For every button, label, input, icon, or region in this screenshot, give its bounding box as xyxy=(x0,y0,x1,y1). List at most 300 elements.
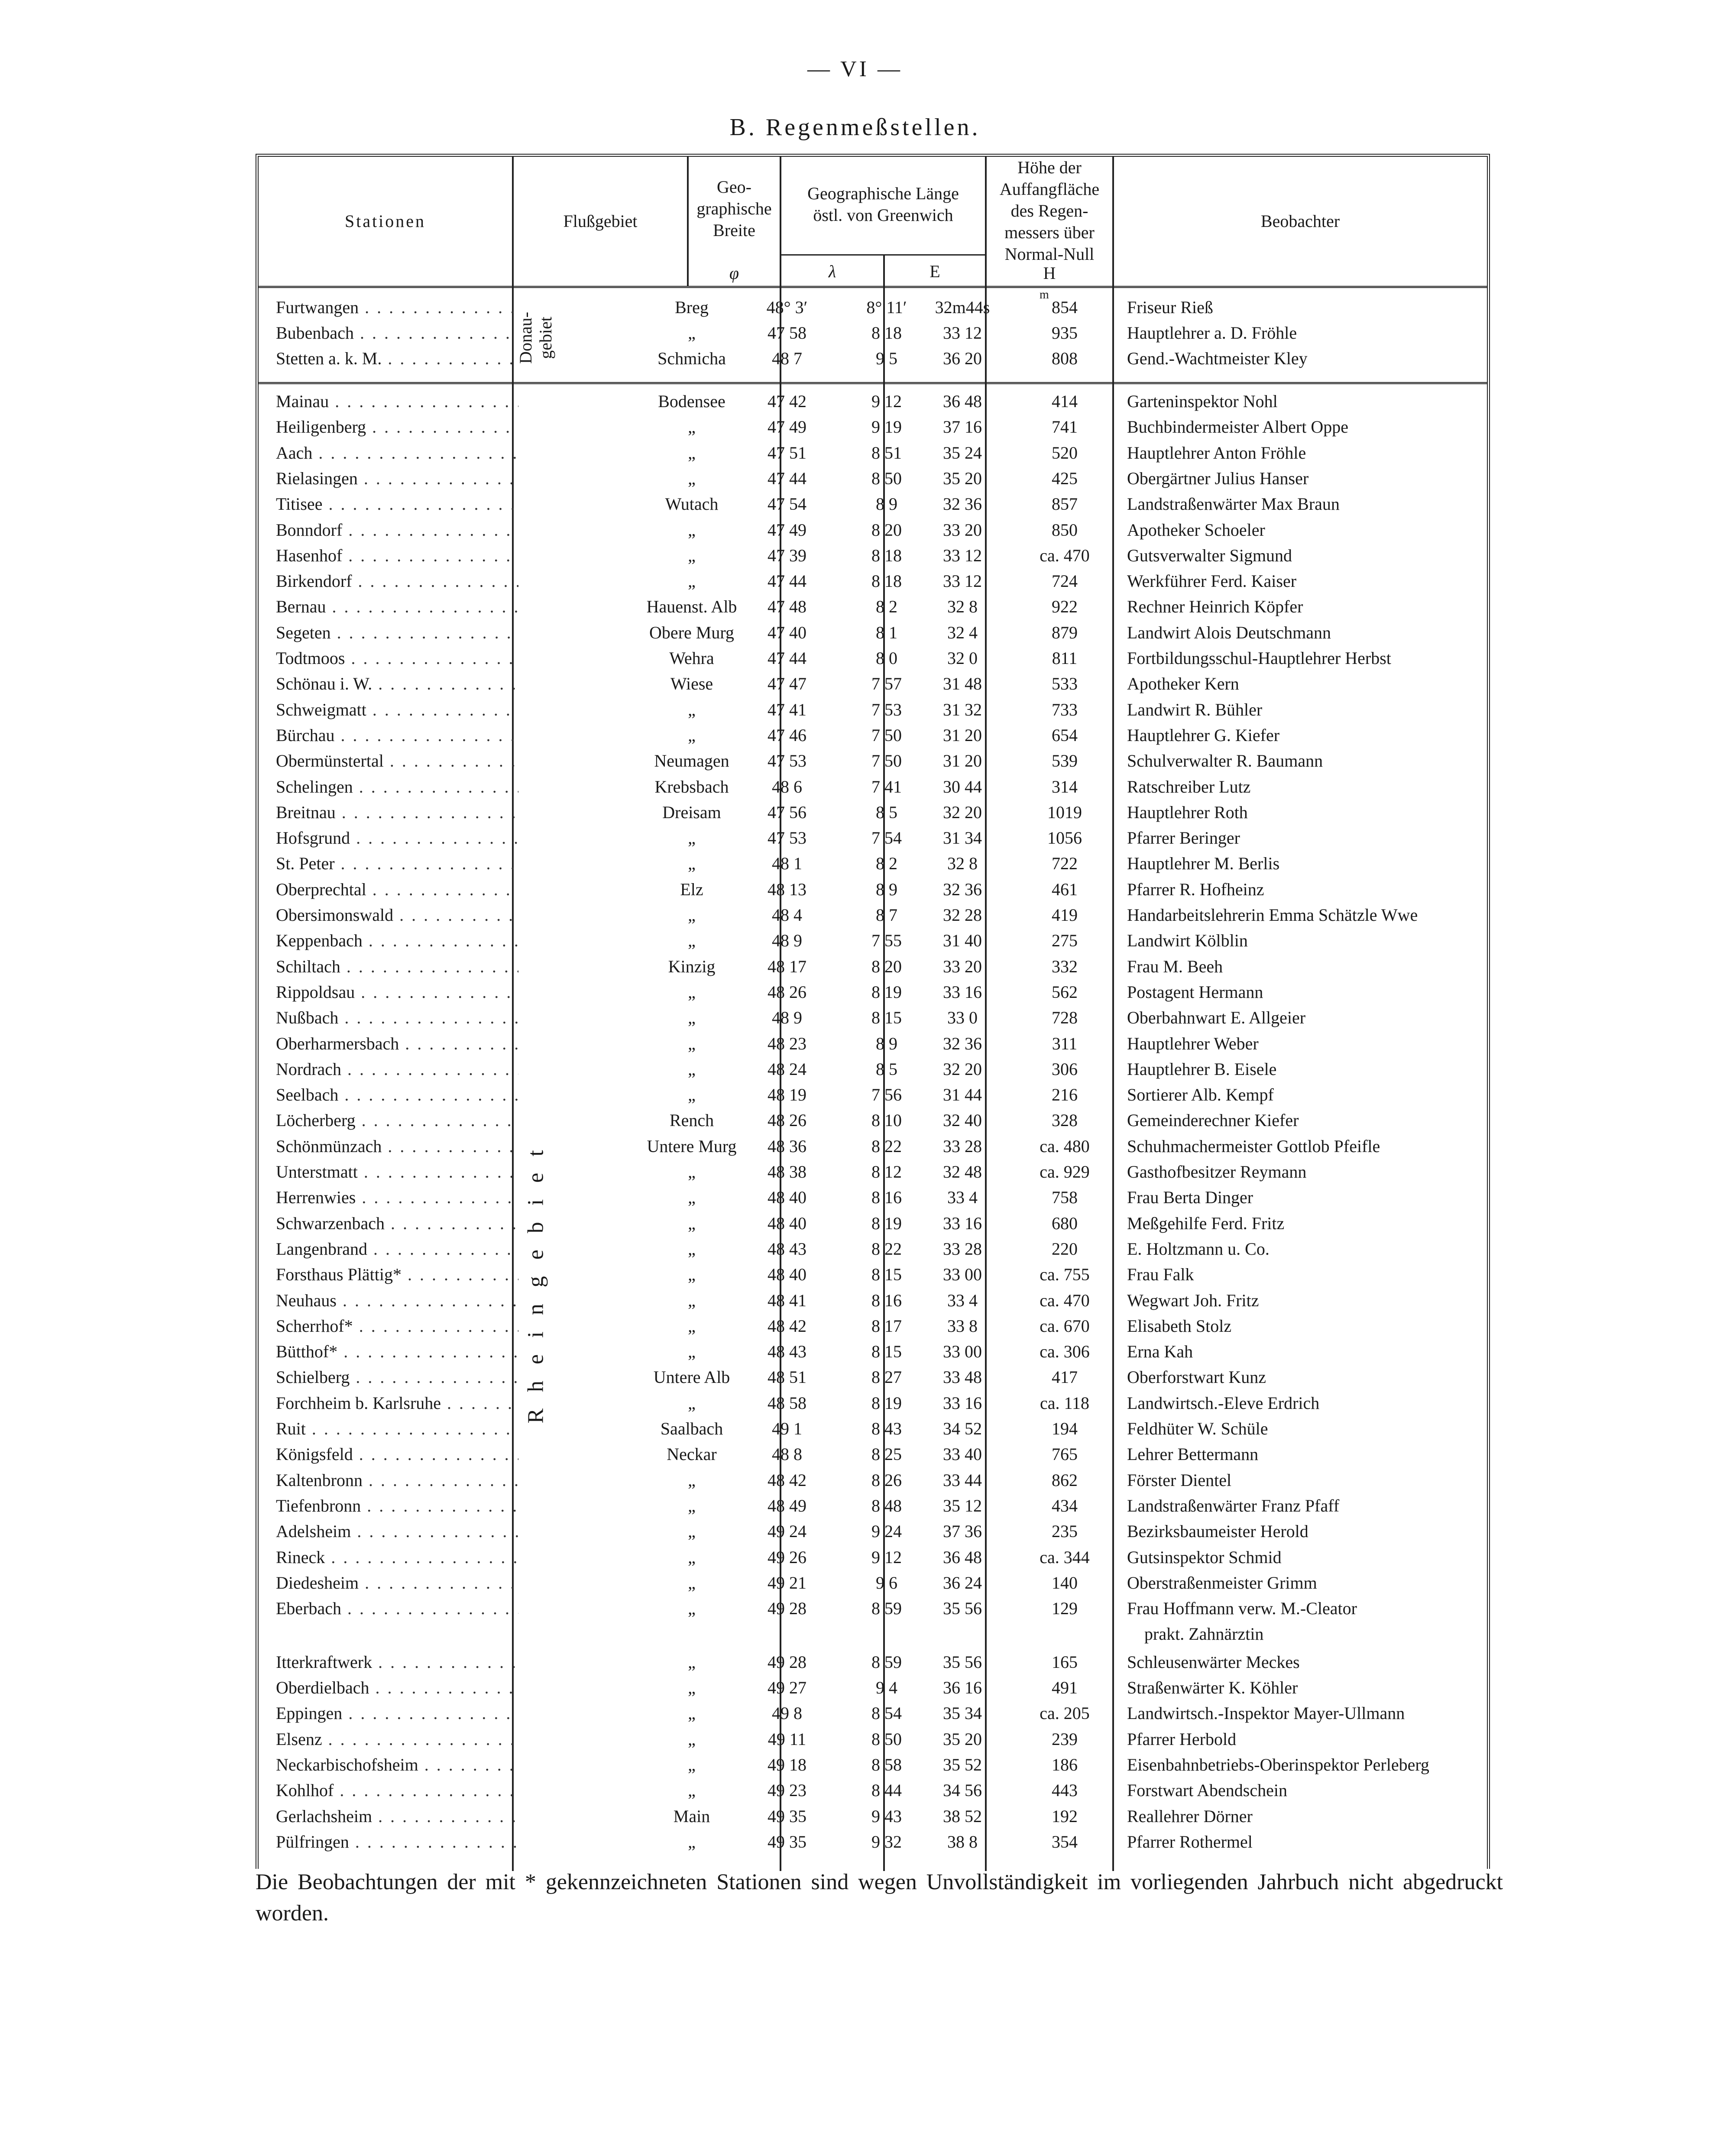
laenge-E-cell: 33 12 xyxy=(943,571,982,591)
station-cell: Diedesheim . . . xyxy=(276,1570,518,1596)
laenge-E-cell: 37 36 xyxy=(943,1522,982,1541)
breite-cell: 47 54 xyxy=(768,494,806,514)
breite-cell: 47 47 xyxy=(768,674,806,694)
laenge-E-cell: 35 20 xyxy=(943,468,982,488)
beobachter-cell: Hauptlehrer Roth xyxy=(1127,802,1248,822)
flussgebiet-cell: „ xyxy=(688,1729,696,1749)
hoehe-cell: ca. 929 xyxy=(1040,1162,1090,1182)
laenge-E-cell: 36 20 xyxy=(943,349,982,368)
table-row xyxy=(259,466,1487,491)
laenge-lambda-cell: 8 16 xyxy=(871,1188,902,1207)
section-title: B. Regenmeßstellen. xyxy=(729,114,981,141)
beobachter-cell: Meßgehilfe Ferd. Fritz xyxy=(1127,1213,1285,1233)
beobachter-cell: Oberforstwart Kunz xyxy=(1127,1367,1266,1387)
laenge-lambda-cell: 7 55 xyxy=(871,931,902,951)
station-cell: Schönau i. W. . . . xyxy=(276,671,518,696)
station-cell: Heiligenberg . . . xyxy=(276,414,518,440)
table-row xyxy=(259,1416,1487,1441)
hoehe-cell: 314 xyxy=(1052,777,1078,796)
hoehe-cell: 425 xyxy=(1052,468,1078,488)
table-row xyxy=(259,1518,1487,1544)
beobachter-cell: Forstwart Abendschein xyxy=(1127,1780,1287,1800)
breite-cell: 48 40 xyxy=(768,1213,806,1233)
laenge-lambda-cell: 8 5 xyxy=(876,802,897,822)
hoehe-cell: 186 xyxy=(1052,1755,1078,1774)
station-cell: Breitnau . . . xyxy=(276,800,518,825)
laenge-E-cell: 35 56 xyxy=(943,1599,982,1619)
flussgebiet-cell: „ xyxy=(688,1652,696,1672)
breite-cell: 47 39 xyxy=(768,545,806,565)
breite-cell: 48 26 xyxy=(768,982,806,1002)
laenge-E-cell: 33 20 xyxy=(943,956,982,976)
laenge-lambda-cell: 8 0 xyxy=(876,648,897,668)
rhein-gebiet-label: Rheingebiet xyxy=(523,1133,548,1424)
breite-cell: 49 35 xyxy=(768,1832,806,1852)
hoehe-cell: 192 xyxy=(1052,1806,1078,1826)
table-row xyxy=(259,1596,1487,1644)
laenge-E-cell: 36 16 xyxy=(943,1678,982,1697)
breite-cell: 47 58 xyxy=(768,323,806,343)
breite-cell: 49 27 xyxy=(768,1678,806,1697)
flussgebiet-cell: „ xyxy=(688,417,696,437)
breite-cell: 47 44 xyxy=(768,468,806,488)
laenge-E-cell: 33 12 xyxy=(943,545,982,565)
flussgebiet-cell: „ xyxy=(688,905,696,925)
beobachter-cell: Straßenwärter K. Köhler xyxy=(1127,1678,1298,1697)
beobachter-cell: Hauptlehrer M. Berlis xyxy=(1127,854,1280,874)
hoehe-cell: 461 xyxy=(1052,879,1078,899)
flussgebiet-cell: „ xyxy=(688,699,696,719)
beobachter-cell: Garteninspektor Nohl xyxy=(1127,392,1278,411)
header-E: E xyxy=(929,262,940,281)
laenge-E-cell: 32 4 xyxy=(947,622,978,642)
laenge-E-cell: 35 24 xyxy=(943,443,982,463)
flussgebiet-cell: „ xyxy=(688,1059,696,1079)
laenge-lambda-cell: 8 5 xyxy=(876,1059,897,1079)
laenge-lambda-cell: 7 50 xyxy=(871,751,902,771)
hoehe-cell: 539 xyxy=(1052,751,1078,771)
station-cell: Herrenwies . . . xyxy=(276,1185,518,1210)
hoehe-cell: 165 xyxy=(1052,1652,1078,1672)
breite-cell: 49 26 xyxy=(768,1547,806,1567)
beobachter-cell: Ratschreiber Lutz xyxy=(1127,777,1251,796)
table-row xyxy=(259,594,1487,619)
laenge-lambda-cell: 7 56 xyxy=(871,1085,902,1105)
laenge-E-cell: 33 00 xyxy=(943,1265,982,1285)
station-cell: Gerlachsheim . . . xyxy=(276,1803,518,1829)
flussgebiet-cell: „ xyxy=(688,571,696,591)
station-cell: Oberdielbach . . . xyxy=(276,1675,518,1700)
laenge-lambda-cell: 9 12 xyxy=(871,1547,902,1567)
laenge-lambda-cell: 9 6 xyxy=(876,1573,897,1593)
hoehe-cell: 354 xyxy=(1052,1832,1078,1852)
hoehe-cell: 332 xyxy=(1052,956,1078,976)
breite-cell: 49 1 xyxy=(772,1419,802,1438)
laenge-E-cell: 33 4 xyxy=(947,1290,978,1310)
breite-cell: 48 40 xyxy=(768,1188,806,1207)
table-row xyxy=(259,1056,1487,1082)
laenge-E-cell: 32 0 xyxy=(947,648,978,668)
breite-cell: 48 41 xyxy=(768,1290,806,1310)
breite-cell: 48 23 xyxy=(768,1033,806,1053)
beobachter-cell: Gemeinderechner Kiefer xyxy=(1127,1110,1299,1130)
table-row xyxy=(259,1288,1487,1313)
laenge-lambda-cell: 7 57 xyxy=(871,674,902,694)
beobachter-cell: Landwirtsch.-Eleve Erdrich xyxy=(1127,1393,1320,1413)
flussgebiet-cell: „ xyxy=(688,1213,696,1233)
flussgebiet-cell: Krebsbach xyxy=(654,777,729,796)
flussgebiet-cell: „ xyxy=(688,1008,696,1028)
beobachter-cell: Landstraßenwärter Franz Pfaff xyxy=(1127,1496,1340,1515)
flussgebiet-cell: Wutach xyxy=(665,494,719,514)
breite-cell: 47 46 xyxy=(768,725,806,745)
laenge-E-cell: 33 40 xyxy=(943,1444,982,1464)
beobachter-cell: Landwirt R. Bühler xyxy=(1127,699,1263,719)
hoehe-cell: 758 xyxy=(1052,1188,1078,1207)
station-cell: Birkendorf . . . xyxy=(276,568,518,594)
flussgebiet-cell: „ xyxy=(688,1599,696,1619)
beobachter-cell: Frau Hoffmann verw. M.-Cleator xyxy=(1127,1599,1357,1619)
hoehe-cell: ca. 670 xyxy=(1040,1316,1090,1336)
header-breite: Geo- graphische Breite xyxy=(696,177,772,240)
laenge-lambda-cell: 9 12 xyxy=(871,392,902,411)
laenge-lambda-cell: 8 50 xyxy=(871,1729,902,1749)
table-row xyxy=(259,1675,1487,1700)
laenge-lambda-cell: 8 16 xyxy=(871,1290,902,1310)
laenge-lambda-cell: 8 1 xyxy=(876,622,897,642)
station-cell: Pülfringen . . . xyxy=(276,1829,518,1855)
hoehe-cell: 520 xyxy=(1052,443,1078,463)
beobachter-cell: Hauptlehrer Weber xyxy=(1127,1033,1259,1053)
flussgebiet-cell: „ xyxy=(688,1703,696,1723)
laenge-E-cell: 31 20 xyxy=(943,751,982,771)
hoehe-cell: 935 xyxy=(1052,323,1078,343)
flussgebiet-cell: Wiese xyxy=(670,674,713,694)
table-row xyxy=(259,1236,1487,1262)
table-row xyxy=(259,440,1487,466)
laenge-E-cell: 31 32 xyxy=(943,699,982,719)
laenge-lambda-cell: 8 15 xyxy=(871,1265,902,1285)
beobachter-cell: Friseur Rieß xyxy=(1127,298,1213,317)
flussgebiet-cell: „ xyxy=(688,468,696,488)
table-row xyxy=(259,1493,1487,1518)
header-hoehe: Höhe der Auffangfläche des Regen- messers über Normal-Null xyxy=(999,158,1100,264)
hoehe-cell: 443 xyxy=(1052,1780,1078,1800)
laenge-E-cell: 32 8 xyxy=(947,597,978,617)
laenge-E-cell: 32 28 xyxy=(943,905,982,925)
station-cell: Hofsgrund . . . xyxy=(276,825,518,851)
flussgebiet-cell: Neckar xyxy=(667,1444,717,1464)
beobachter-cell: Frau M. Beeh xyxy=(1127,956,1223,976)
breite-cell: 49 28 xyxy=(768,1652,806,1672)
laenge-E-cell: 33 4 xyxy=(947,1188,978,1207)
beobachter-cell: Förster Dientel xyxy=(1127,1470,1232,1490)
hoehe-cell: 922 xyxy=(1052,597,1078,617)
table-row xyxy=(259,954,1487,979)
breite-cell: 48 42 xyxy=(768,1316,806,1336)
hoehe-cell: 862 xyxy=(1052,1470,1078,1490)
beobachter-cell: Frau Falk xyxy=(1127,1265,1194,1285)
station-cell: Scherrhof* . . . xyxy=(276,1313,518,1339)
laenge-lambda-cell: 8 48 xyxy=(871,1496,902,1515)
beobachter-cell: Buchbindermeister Albert Oppe xyxy=(1127,417,1348,437)
beobachter-cell: Landwirt Kölblin xyxy=(1127,931,1248,951)
station-cell: Keppenbach . . . xyxy=(276,928,518,953)
breite-cell: 48 49 xyxy=(768,1496,806,1515)
hoehe-cell: 733 xyxy=(1052,699,1078,719)
station-cell: Bernau . . . xyxy=(276,594,518,619)
breite-cell: 48 43 xyxy=(768,1239,806,1259)
laenge-lambda-cell: 8 2 xyxy=(876,854,897,874)
laenge-E-cell: 33 16 xyxy=(943,1213,982,1233)
beobachter-cell: Gutsinspektor Schmid xyxy=(1127,1547,1282,1567)
station-cell: Ruit . . . xyxy=(276,1416,518,1441)
breite-cell: 48 6 xyxy=(772,777,802,796)
beobachter-cell: Wegwart Joh. Fritz xyxy=(1127,1290,1259,1310)
station-cell: Rineck . . . xyxy=(276,1544,518,1570)
station-cell: Eberbach . . . xyxy=(276,1596,518,1621)
laenge-E-cell: 31 48 xyxy=(943,674,982,694)
table-row xyxy=(259,722,1487,748)
laenge-E-cell: 34 52 xyxy=(943,1419,982,1438)
flussgebiet-cell: „ xyxy=(688,1755,696,1774)
station-cell: Langenbrand . . . xyxy=(276,1236,518,1262)
beobachter-cell: E. Holtzmann u. Co. xyxy=(1127,1239,1270,1259)
hoehe-cell: ca. 755 xyxy=(1040,1265,1090,1285)
hoehe-cell: 811 xyxy=(1052,648,1078,668)
beobachter-cell: Pfarrer Rothermel xyxy=(1127,1832,1253,1852)
breite-cell: 48 17 xyxy=(768,956,806,976)
table-row xyxy=(259,388,1487,414)
breite-cell: 48 7 xyxy=(772,349,802,368)
beobachter-cell: Gasthofbesitzer Reymann xyxy=(1127,1162,1307,1182)
table-row xyxy=(259,1467,1487,1493)
table-row xyxy=(259,1364,1487,1390)
laenge-lambda-cell: 8 58 xyxy=(871,1755,902,1774)
station-cell: Neuhaus . . . xyxy=(276,1288,518,1313)
breite-cell: 48 24 xyxy=(768,1059,806,1079)
table-row xyxy=(259,1570,1487,1596)
unit-meter: m xyxy=(1040,288,1049,301)
hoehe-cell: 419 xyxy=(1052,905,1078,925)
laenge-E-cell: 38 52 xyxy=(943,1806,982,1826)
flussgebiet-cell: Rench xyxy=(669,1110,714,1130)
breite-cell: 49 18 xyxy=(768,1755,806,1774)
beobachter-cell: Pfarrer R. Hofheinz xyxy=(1127,879,1264,899)
breite-cell: 48 1 xyxy=(772,854,802,874)
header-beobachter: Beobachter xyxy=(1260,211,1340,231)
beobachter-cell: Landwirt Alois Deutschmann xyxy=(1127,622,1331,642)
breite-cell: 48 40 xyxy=(768,1265,806,1285)
station-cell: Aach . . . xyxy=(276,440,518,466)
flussgebiet-cell: „ xyxy=(688,1316,696,1336)
hoehe-cell: 879 xyxy=(1052,622,1078,642)
header-lambda: λ xyxy=(828,262,836,281)
breite-cell: 48 8 xyxy=(772,1444,802,1464)
beobachter-cell: Handarbeitslehrerin Emma Schätzle Wwe xyxy=(1127,905,1418,925)
breite-cell: 49 21 xyxy=(768,1573,806,1593)
beobachter-cell: Werkführer Ferd. Kaiser xyxy=(1127,571,1297,591)
flussgebiet-cell: „ xyxy=(688,931,696,951)
beobachter-cell: Landstraßenwärter Max Braun xyxy=(1127,494,1340,514)
flussgebiet-cell: „ xyxy=(688,1162,696,1182)
laenge-lambda-cell: 8 20 xyxy=(871,520,902,540)
laenge-E-cell: 37 16 xyxy=(943,417,982,437)
station-cell: Seelbach . . . xyxy=(276,1082,518,1107)
hoehe-cell: ca. 306 xyxy=(1040,1342,1090,1362)
station-cell: Bürchau . . . xyxy=(276,722,518,748)
laenge-E-cell: 30 44 xyxy=(943,777,982,796)
flussgebiet-cell: „ xyxy=(688,1780,696,1800)
laenge-lambda-cell: 8 9 xyxy=(876,494,897,514)
station-cell: Schweigmatt . . . xyxy=(276,697,518,722)
breite-cell: 48 26 xyxy=(768,1110,806,1130)
flussgebiet-cell: Untere Alb xyxy=(653,1367,730,1387)
breite-cell: 48° 3′ xyxy=(766,298,808,317)
hoehe-cell: 417 xyxy=(1052,1367,1078,1387)
laenge-lambda-cell: 8° 11′ xyxy=(866,298,907,317)
beobachter-cell: Postagent Hermann xyxy=(1127,982,1263,1002)
flussgebiet-cell: „ xyxy=(688,1522,696,1541)
laenge-lambda-cell: 8 19 xyxy=(871,1213,902,1233)
table-row xyxy=(259,1107,1487,1133)
beobachter-cell: Reallehrer Dörner xyxy=(1127,1806,1253,1826)
beobachter-cell: Hauptlehrer a. D. Fröhle xyxy=(1127,323,1297,343)
laenge-lambda-cell: 8 27 xyxy=(871,1367,902,1387)
table-row xyxy=(259,414,1487,440)
hoehe-cell: 414 xyxy=(1052,392,1078,411)
laenge-E-cell: 32 36 xyxy=(943,1033,982,1053)
table-row xyxy=(259,1829,1487,1855)
laenge-lambda-cell: 9 43 xyxy=(871,1806,902,1826)
station-cell: Furtwangen . . . xyxy=(276,295,518,320)
flussgebiet-cell: „ xyxy=(688,1496,696,1515)
beobachter-cell: Rechner Heinrich Köpfer xyxy=(1127,597,1303,617)
flussgebiet-cell: „ xyxy=(688,1832,696,1852)
station-cell: Neckarbischofsheim . . . xyxy=(276,1752,518,1777)
breite-cell: 49 24 xyxy=(768,1522,806,1541)
station-cell: Schönmünzach . . . xyxy=(276,1133,518,1159)
breite-cell: 48 19 xyxy=(768,1085,806,1105)
station-cell: Obersimonswald . . . xyxy=(276,902,518,928)
laenge-E-cell: 38 8 xyxy=(947,1832,978,1852)
station-cell: Tiefenbronn . . . xyxy=(276,1493,518,1518)
laenge-E-cell: 35 56 xyxy=(943,1652,982,1672)
laenge-lambda-cell: 8 44 xyxy=(871,1780,902,1800)
breite-cell: 48 43 xyxy=(768,1342,806,1362)
table-row xyxy=(259,1441,1487,1467)
table-row xyxy=(259,697,1487,722)
station-cell: Titisee . . . xyxy=(276,491,518,517)
station-cell: Schielberg . . . xyxy=(276,1364,518,1390)
station-cell: Nordrach . . . xyxy=(276,1056,518,1082)
breite-cell: 49 8 xyxy=(772,1703,802,1723)
laenge-lambda-cell: 8 50 xyxy=(871,468,902,488)
laenge-E-cell: 33 8 xyxy=(947,1316,978,1336)
laenge-lambda-cell: 8 22 xyxy=(871,1239,902,1259)
breite-cell: 47 42 xyxy=(768,392,806,411)
flussgebiet-cell: „ xyxy=(688,1265,696,1285)
laenge-E-cell: 36 48 xyxy=(943,392,982,411)
breite-cell: 47 49 xyxy=(768,417,806,437)
laenge-lambda-cell: 7 53 xyxy=(871,699,902,719)
table-row xyxy=(259,1262,1487,1287)
station-cell: Bonndorf . . . xyxy=(276,517,518,543)
laenge-E-cell: 32 20 xyxy=(943,802,982,822)
beobachter-cell: Erna Kah xyxy=(1127,1342,1193,1362)
beobachter-cell: Feldhüter W. Schüle xyxy=(1127,1419,1268,1438)
laenge-lambda-cell: 8 18 xyxy=(871,323,902,343)
hoehe-cell: 239 xyxy=(1052,1729,1078,1749)
flussgebiet-cell: „ xyxy=(688,854,696,874)
table-row xyxy=(259,1777,1487,1803)
station-cell: Königsfeld . . . xyxy=(276,1441,518,1467)
station-cell: Kohlhof . . . xyxy=(276,1777,518,1803)
laenge-E-cell: 33 28 xyxy=(943,1239,982,1259)
laenge-E-cell: 32 40 xyxy=(943,1110,982,1130)
flussgebiet-cell: „ xyxy=(688,828,696,848)
station-cell: Bubenbach . . . xyxy=(276,320,518,346)
laenge-lambda-cell: 8 18 xyxy=(871,545,902,565)
table-row xyxy=(259,1803,1487,1829)
laenge-E-cell: 32 36 xyxy=(943,494,982,514)
laenge-lambda-cell: 8 9 xyxy=(876,879,897,899)
station-cell: Bütthof* . . . xyxy=(276,1339,518,1364)
station-cell: Stetten a. k. M. . . . xyxy=(276,346,518,371)
table-row xyxy=(259,774,1487,800)
hoehe-cell: ca. 470 xyxy=(1040,545,1090,565)
flussgebiet-cell: „ xyxy=(688,982,696,1002)
breite-cell: 48 9 xyxy=(772,1008,802,1028)
flussgebiet-cell: „ xyxy=(688,323,696,343)
hoehe-cell: 220 xyxy=(1052,1239,1078,1259)
beobachter-cell: Lehrer Bettermann xyxy=(1127,1444,1259,1464)
laenge-lambda-cell: 8 51 xyxy=(871,443,902,463)
station-cell: Schelingen . . . xyxy=(276,774,518,800)
laenge-E-cell: 31 20 xyxy=(943,725,982,745)
table-row xyxy=(259,1082,1487,1107)
breite-cell: 48 13 xyxy=(768,879,806,899)
hoehe-cell: 680 xyxy=(1052,1213,1078,1233)
flussgebiet-cell: „ xyxy=(688,1678,696,1697)
laenge-E-cell: 33 48 xyxy=(943,1367,982,1387)
laenge-lambda-cell: 8 7 xyxy=(876,905,897,925)
laenge-lambda-cell: 9 32 xyxy=(871,1832,902,1852)
hoehe-cell: 275 xyxy=(1052,931,1078,951)
station-cell: Oberprechtal . . . xyxy=(276,877,518,902)
laenge-E-cell: 35 20 xyxy=(943,1729,982,1749)
laenge-E-cell: 36 48 xyxy=(943,1547,982,1567)
hoehe-cell: 654 xyxy=(1052,725,1078,745)
hoehe-cell: 722 xyxy=(1052,854,1078,874)
beobachter-cell: Hauptlehrer Anton Fröhle xyxy=(1127,443,1306,463)
flussgebiet-cell: Saalbach xyxy=(660,1419,723,1438)
station-cell: Schwarzenbach . . . xyxy=(276,1211,518,1236)
laenge-E-cell: 33 00 xyxy=(943,1342,982,1362)
flussgebiet-cell: Hauenst. Alb xyxy=(646,597,737,617)
laenge-lambda-cell: 8 59 xyxy=(871,1599,902,1619)
table-row xyxy=(259,1031,1487,1056)
table-row xyxy=(259,851,1487,876)
table-row xyxy=(259,346,1487,371)
hoehe-cell: 562 xyxy=(1052,982,1078,1002)
flussgebiet-cell: Obere Murg xyxy=(649,622,734,642)
beobachter-cell: Schulverwalter R. Baumann xyxy=(1127,751,1323,771)
station-cell: Schiltach . . . xyxy=(276,954,518,979)
beobachter-cell: Landwirtsch.-Inspektor Mayer-Ullmann xyxy=(1127,1703,1405,1723)
station-cell: Forsthaus Plättig* . . . xyxy=(276,1262,518,1287)
beobachter-cell: Fortbildungsschul-Hauptlehrer Herbst xyxy=(1127,648,1391,668)
